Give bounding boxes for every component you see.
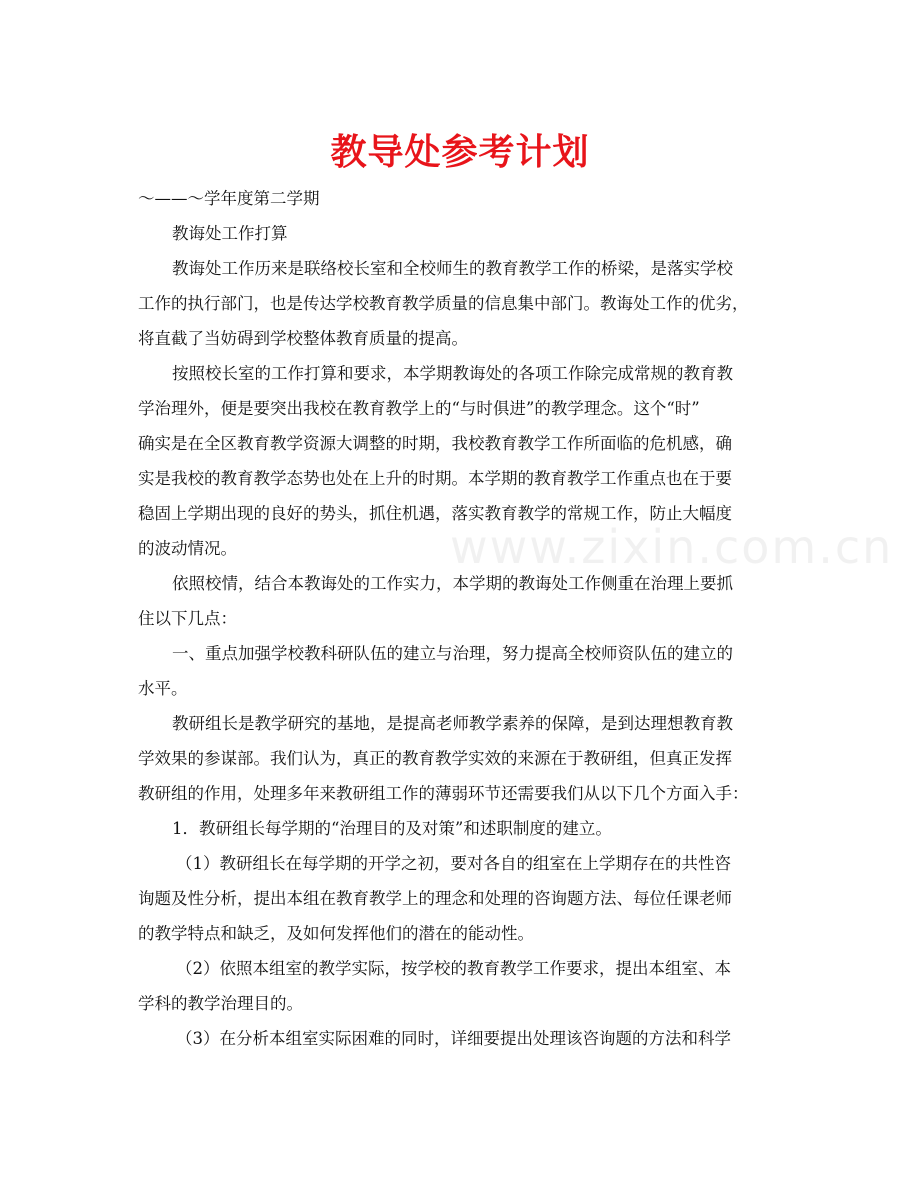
paragraph (138, 814, 783, 843)
paragraph (138, 254, 783, 353)
paragraph-line: 教研组长是教学研究的基地，是提高老师教学素养的保障，是到达理想教育教 (172, 713, 733, 733)
paragraph-line: （1）教研组长在每学期的开学之初，要对各自的组室在上学期存在的共性咨 (176, 853, 731, 873)
paragraph-line: 水平。 (138, 678, 188, 698)
paragraph-line: 将直截了当妨碍到学校整体教育质量的提高。 (138, 328, 468, 348)
paragraph-line: 的波动情况。 (138, 538, 237, 558)
document-body (138, 184, 783, 1059)
paragraph-line: 确实是在全区教育教学资源大调整的时期，我校教育教学工作所面临的危机感，确 (138, 433, 732, 453)
paragraph-line: 学治理外，便是要突出我校在教育教学上的“与时俱进”的教学理念。这个“时” (138, 398, 700, 418)
paragraph-line: 的教学特点和缺乏，及如何发挥他们的潜在的能动性。 (138, 923, 534, 943)
paragraph-line: 1．教研组长每学期的“治理目的及对策”和述职制度的建立。 (172, 818, 612, 838)
paragraph-line: 住以下几点： (138, 608, 237, 628)
paragraph-line: 教研组的作用，处理多年来教研组工作的薄弱环节还需要我们从以下几个方面入手： (138, 783, 749, 803)
paragraph (138, 639, 783, 703)
paragraph (138, 359, 783, 563)
watermark: www.zixin.com.cn (450, 520, 894, 574)
document-title: 教导处参考计划 (330, 132, 590, 173)
paragraph (138, 1024, 783, 1053)
paragraph-line: （3）在分析本组室实际困难的同时，详细要提出处理该咨询题的方法和科学 (176, 1028, 731, 1048)
paragraph-line: 一、重点加强学校教科研队伍的建立与治理，努力提高全校师资队伍的建立的 (172, 643, 733, 663)
paragraph-line: 教诲处工作历来是联络校长室和全校师生的教育教学工作的桥梁，是落实学校 (172, 258, 733, 278)
paragraph-line: 实是我校的教育教学态势也处在上升的时期。本学期的教育教学工作重点也在于要 (138, 468, 732, 488)
paragraph-line: 教诲处工作打算 (172, 223, 288, 243)
paragraph (138, 184, 783, 213)
paragraph (138, 709, 783, 808)
paragraph (138, 849, 783, 948)
paragraph-line: 依照校情，结合本教诲处的工作实力，本学期的教诲处工作侧重在治理上要抓 (172, 573, 733, 593)
paragraph-line: 工作的执行部门，也是传达学校教育教学质量的信息集中部门。教诲处工作的优劣， (138, 293, 749, 313)
paragraph (138, 219, 783, 248)
paragraph-line: 学效果的参谋部。我们认为，真正的教育教学实效的来源在于教研组，但真正发挥 (138, 748, 732, 768)
paragraph-line: （2）依照本组室的教学实际，按学校的教育教学工作要求，提出本组室、本 (176, 958, 731, 978)
paragraph (138, 954, 783, 1018)
paragraph (138, 569, 783, 633)
paragraph-line: 学科的教学治理目的。 (138, 993, 303, 1013)
paragraph-line: ～——～学年度第二学期 (138, 189, 320, 208)
paragraph-line: 按照校长室的工作打算和要求，本学期教诲处的各项工作除完成常规的教育教 (172, 363, 733, 383)
paragraph-line: 稳固上学期出现的良好的势头，抓住机遇，落实教育教学的常规工作，防止大幅度 (138, 503, 732, 523)
paragraph-line: 询题及性分析，提出本组在教育教学上的理念和处理的咨询题方法、每位任课老师 (138, 888, 732, 908)
